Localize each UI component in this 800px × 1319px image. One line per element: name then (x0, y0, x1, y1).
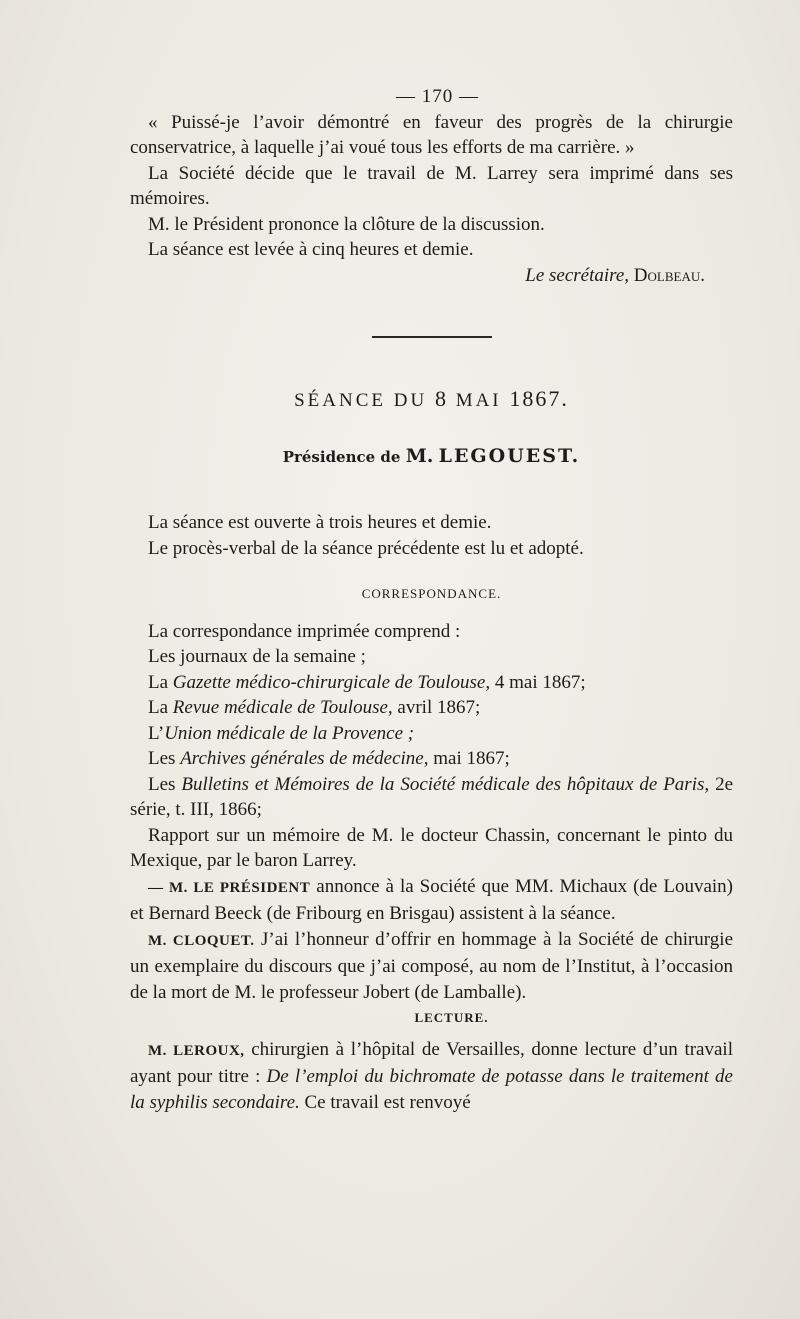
union-title: Union médicale de la Provence ; (164, 722, 415, 744)
presidence-heading (130, 444, 733, 471)
seance-prefix: SÉANCE DU (294, 390, 428, 411)
revue-post: avril 1867; (392, 697, 481, 718)
lecture-title: De l’emploi du bichromate de potasse dans le traitement de la syphilis secondaire. (130, 1066, 733, 1113)
cloquet-text: J’ai l’honneur d’offrir en hommage à la Société de chirurgie un exemplaire du discours que j’ai composé, au nom de l’Institut, à l’occasion de la mort de M. le professeur Jobert (de Lamballe). (130, 928, 733, 1003)
bulletins-post: 2e série, t. III, 1866; (130, 773, 733, 820)
proces-verbal-paragraph: Le procès-verbal de la séance précédente est lu et adopté. (148, 537, 584, 559)
cloquet-paragraph (130, 927, 733, 1006)
lecture-paragraph (130, 1037, 733, 1116)
seance-year: 1867. (509, 386, 569, 411)
levee-paragraph: La séance est levée à cinq heures et demie. (148, 239, 474, 260)
gazette-item (130, 670, 733, 696)
secretary-name: Dolbeau. (633, 264, 705, 286)
union-item (130, 721, 733, 747)
journaux-item: Les journaux de la semaine ; (148, 646, 366, 667)
president-announce-paragraph (130, 874, 733, 927)
closing-quote: « Puissé-je l’avoir démontré en faveur des progrès de la chirurgie conservatrice, à laquelle j’ai voué tous les efforts de ma carrière. » (130, 111, 733, 158)
archives-post: mai 1867; (428, 748, 510, 769)
presidence-label: Présidence de (282, 447, 401, 466)
text-column (130, 84, 733, 1115)
president-announce-text: annonce à la Société que MM. Michaux (de Louvain) et Bernard Beeck (de Fribourg en Brisgau) assistent à la séance. (130, 875, 733, 924)
union-pre: L’ (148, 722, 165, 744)
seance-day: 8 (434, 386, 448, 411)
decision-paragraph: La Société décide que le travail de M. Larrey sera imprimé dans ses mémoires. (130, 162, 733, 209)
cloquet-speaker: M. CLOQUET. (148, 932, 255, 949)
president-speaker: — M. LE PRÉSIDENT (148, 879, 311, 896)
rapport-item: Rapport sur un mémoire de M. le docteur Chassin, concernant le pinto du Mexique, par le baron Larrey. (130, 824, 733, 871)
revue-title: Revue médicale de Toulouse, (172, 697, 393, 718)
correspondance-intro: La correspondance imprimée comprend : (148, 620, 461, 642)
archives-pre: Les (148, 748, 181, 769)
gazette-title: Gazette médico-chirurgicale de Toulouse, (172, 671, 491, 693)
presidence-m: M. (405, 444, 434, 467)
seance-month: MAI (455, 390, 502, 411)
signature-line (130, 263, 733, 289)
leroux-speaker: M. LEROUX, (148, 1042, 245, 1059)
archives-item (130, 746, 733, 772)
ouverture-paragraph: La séance est ouverte à trois heures et demie. (148, 512, 492, 533)
revue-item (130, 695, 733, 721)
seance-heading (130, 386, 733, 414)
section-rule (372, 336, 492, 338)
cloture-paragraph: M. le Président prononce la clôture de la discussion. (148, 213, 545, 235)
revue-pre: La (148, 697, 173, 718)
lecture-text-pre: chirurgien à l’hôpital de Versailles, donne lecture d’un travail ayant pour titre : (130, 1038, 733, 1087)
bulletins-item (130, 772, 733, 823)
bulletins-title: Bulletins et Mémoires de la Société médicale des hôpitaux de Paris, (181, 773, 710, 795)
bulletins-pre: Les (148, 773, 182, 795)
archives-title: Archives générales de médecine, (180, 748, 429, 769)
gazette-pre: La (148, 671, 173, 693)
lecture-heading: LECTURE. (414, 1010, 489, 1025)
page-number: — 170 — (396, 86, 479, 107)
gazette-post: 4 mai 1867; (490, 671, 586, 693)
secretary-role: Le secrétaire, (525, 264, 630, 286)
president-name: LEGOUEST. (438, 444, 581, 467)
lecture-text-post: Ce travail est renvoyé (299, 1091, 471, 1113)
correspondance-heading: CORRESPONDANCE. (361, 586, 502, 601)
